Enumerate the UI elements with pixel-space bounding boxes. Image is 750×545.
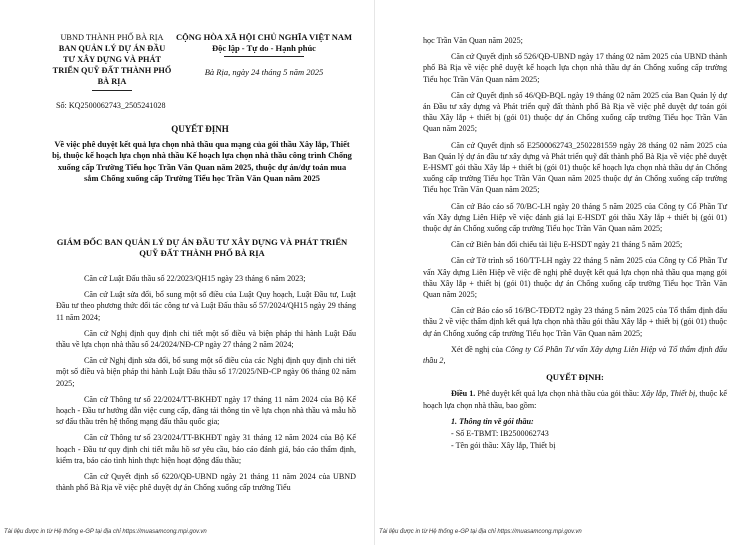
article-1-text-after: thuộc kế hoạch lựa chọn nhà thầu, bao gồm: (423, 389, 727, 410)
legal-basis-item: Căn cứ Quyết định số 526/QĐ-UBND ngày 17 tháng 02 năm 2025 của UBND thành phố Bà Rịa về việc phê duyệt kế hoạch lựa chọn nhà thầu dự án Chống xuống cấp trường Tiểu học Trần Văn Quan năm 2025; (423, 52, 727, 84)
document-page-right (375, 0, 750, 545)
legal-basis-item: Căn cứ Quyết định số E2500062743_2502281559 ngày 28 tháng 02 năm 2025 của Ban Quản lý dự án đầu tư xây dựng và Phát triển quỹ đất thành phố Bà Rịa về việc phê duyệt E-HSMT gói thầu Xây lắp + thiết bị (gói 01) thuộc kế hoạch lựa chọn nhà thầu dự án Chống xuống cấp trường Tiểu học Trần Văn Quan năm 2025 thuộc dự án Chống xuống cấp trường Tiểu học Trần Văn Quan năm 2025; (423, 140, 727, 195)
decision-title: QUYẾT ĐỊNH (171, 124, 229, 134)
national-motto: Độc lập - Tự do - Hạnh phúc (212, 43, 316, 53)
package-info-heading: 1. Thông tin về gói thầu: (451, 416, 534, 426)
legal-basis-item: Căn cứ Luật Đấu thầu số 22/2023/QH15 ngày 23 tháng 6 năm 2023; (84, 274, 306, 283)
legal-basis-item: Căn cứ Nghị định quy định chi tiết một số điều và biện pháp thi hành Luật Đấu thầu về lựa chọn nhà thầu số 24/2024/NĐ-CP ngày 27 tháng 2 năm 2024; (56, 328, 356, 350)
motto-underline (224, 56, 304, 57)
legal-basis-continuation: học Trần Văn Quan năm 2025; (423, 36, 523, 45)
legal-basis-item: Căn cứ Quyết định số 6220/QĐ-UBND ngày 21 tháng 11 năm 2024 của UBND thành phố Bà Rịa về việc phê duyệt dự án Chống xuống cấp trường Tiểu (56, 472, 356, 493)
legal-basis-item: Căn cứ Luật sửa đổi, bổ sung một số điều của Luật Quy hoạch, Luật Đầu tư, Luật Đầu tư theo phương thức đối tác công tư và Luật Đấu thầu số 57/2024/QH15 ngày 29 tháng 11 năm 2024; (56, 290, 356, 322)
article-1 (423, 388, 727, 410)
legal-basis-item: Căn cứ Báo cáo số 70/BC-LH ngày 20 tháng 5 năm 2025 của Công ty Cổ Phần Tư vấn Xây dựng Liên Hiệp về việc đánh giá lại E-HSDT gói thầu Xây lắp + thiết bị (gói 01) thuộc dự án Chống xuống cấp trường Tiểu học Trần Văn Quan năm 2025; (423, 201, 727, 234)
legal-basis-item: Căn cứ Báo cáo số 16/BC-TĐĐT2 ngày 23 tháng 5 năm 2025 của Tổ thẩm định đấu thầu 2 về việc thẩm định kết quả lựa chọn nhà thầu gói thầu Xây lắp + thiết bị (gói 01) thuộc dự án Chống xuống cấp trường Tiểu học Trần Văn Quan năm 2025; (423, 306, 727, 338)
package-ebmt: - Số E-TBMT: IB2500062743 (451, 429, 549, 439)
national-title: CỘNG HÒA XÃ HỘI CHỦ NGHĨA VIỆT NAM (175, 32, 353, 42)
national-header-block (174, 32, 354, 78)
article-1-label: Điều 1. (451, 389, 476, 399)
legal-basis-item: Căn cứ Nghị định sửa đổi, bổ sung một số điều của các Nghị định quy định chi tiết một số điều và biện pháp thi hành Luật Đấu thầu số 17/2025/NĐ-CP ngày 06 tháng 02 năm 2025; (56, 356, 356, 388)
decision-subject: Về việc phê duyệt kết quả lựa chọn nhà thầu qua mạng của gói thầu Xây lắp, Thiết bị, thuộc kế hoạch lựa chọn nhà thầu Kế hoạch lựa chọn nhà thầu công trình Chống xuống cấp Trường Tiểu học Trần Văn Quan năm 2025, thuộc dự án/dự toán mua sắm Chống xuống cấp Trường Tiểu học Trần Văn Quan năm 2025 (52, 140, 352, 183)
legal-basis-list-left (56, 273, 356, 498)
legal-basis-item: Căn cứ Biên bản đối chiếu tài liệu E-HSDT ngày 21 tháng 5 năm 2025; (451, 240, 683, 250)
legal-basis-item: Căn cứ Thông tư số 22/2024/TT-BKHĐT ngày 17 tháng 11 năm 2024 của Bộ Kế hoạch - Đầu tư hướng dẫn việc cung cấp, đăng tải thông tin về lựa chọn nhà thầu và mẫu hồ sơ đấu thầu trên hệ thống mạng đấu thầu quốc gia; (56, 394, 356, 427)
legal-basis-item: Căn cứ Quyết định số 46/QĐ-BQL ngày 19 tháng 02 năm 2025 của Ban Quản lý dự án Đầu tư xây dựng và Phát triển quỹ đất thành phố Bà Rịa về việc phê duyệt dự toán gói thầu Xây lắp + thiết bị (gói 01) thuộc dự án Chống xuống cấp trường Tiểu học Trần Văn Quan năm 2025; (423, 90, 727, 134)
proposal-prefix: Xét đề nghị của (451, 344, 506, 354)
legal-basis-list-right (423, 35, 727, 453)
agency-name: BAN QUẢN LÝ DỰ ÁN ĐẦU TƯ XÂY DỰNG VÀ PHÁT TRIỂN QUỸ ĐẤT THÀNH PHỐ BÀ RỊA (52, 44, 172, 86)
article-1-package: Xây lắp, Thiết bị, (641, 389, 698, 399)
footer-source-left: Tài liệu được in từ Hệ thống e-GP tại địa chỉ https://muasamcong.mpi.gov.vn (4, 529, 207, 535)
legal-basis-item: Căn cứ Tờ trình số 160/TT-LH ngày 22 tháng 5 năm 2025 của Công ty Cổ Phần Tư vấn Xây dựng Liên Hiệp về việc đề nghị phê duyệt kết quả lựa chọn nhà thầu qua mạng gói thầu Xây lắp + thiết bị (gói 01) thuộc dự án Chống xuống cấp trường Tiểu học Trần Văn Quan năm 2025; (423, 256, 727, 300)
proposal-company: Công ty Cổ Phần Tư vấn Xây dựng Liên Hiệp và Tổ thẩm định đấu thầu 2, (423, 344, 727, 366)
proposal-paragraph (423, 344, 727, 366)
footer-source-right: Tài liệu được in từ Hệ thống e-GP tại địa chỉ https://muasamcong.mpi.gov.vn (379, 529, 582, 535)
article-1-text: Phê duyệt kết quả lựa chọn nhà thầu của gói thầu: (475, 389, 642, 399)
decides-heading: QUYẾT ĐỊNH: (546, 372, 604, 383)
agency-underline (92, 90, 132, 91)
package-name: - Tên gói thầu: Xây lắp, Thiết bị (451, 441, 556, 451)
legal-basis-item: Căn cứ Thông tư số 23/2024/TT-BKHĐT ngày 31 tháng 12 năm 2024 của Bộ Kế hoạch - Đầu tư quy định chi tiết mẫu hồ sơ yêu cầu, báo cáo đánh giá, báo cáo thẩm định, kiểm tra, báo cáo tình hình thực hiện hoạt động đấu thầu; (56, 433, 356, 465)
place-date: Bà Rịa, ngày 24 tháng 5 năm 2025 (204, 67, 324, 77)
decision-authority: GIÁM ĐỐC BAN QUẢN LÝ DỰ ÁN ĐẦU TƯ XÂY DỰNG VÀ PHÁT TRIỂN QUỸ ĐẤT THÀNH PHỐ BÀ RỊA (56, 237, 348, 259)
issuing-agency-block (52, 32, 172, 91)
document-number: Số: KQ2500062743_2505241028 (56, 101, 166, 110)
parent-unit: UBND THÀNH PHỐ BÀ RỊA (60, 33, 164, 42)
